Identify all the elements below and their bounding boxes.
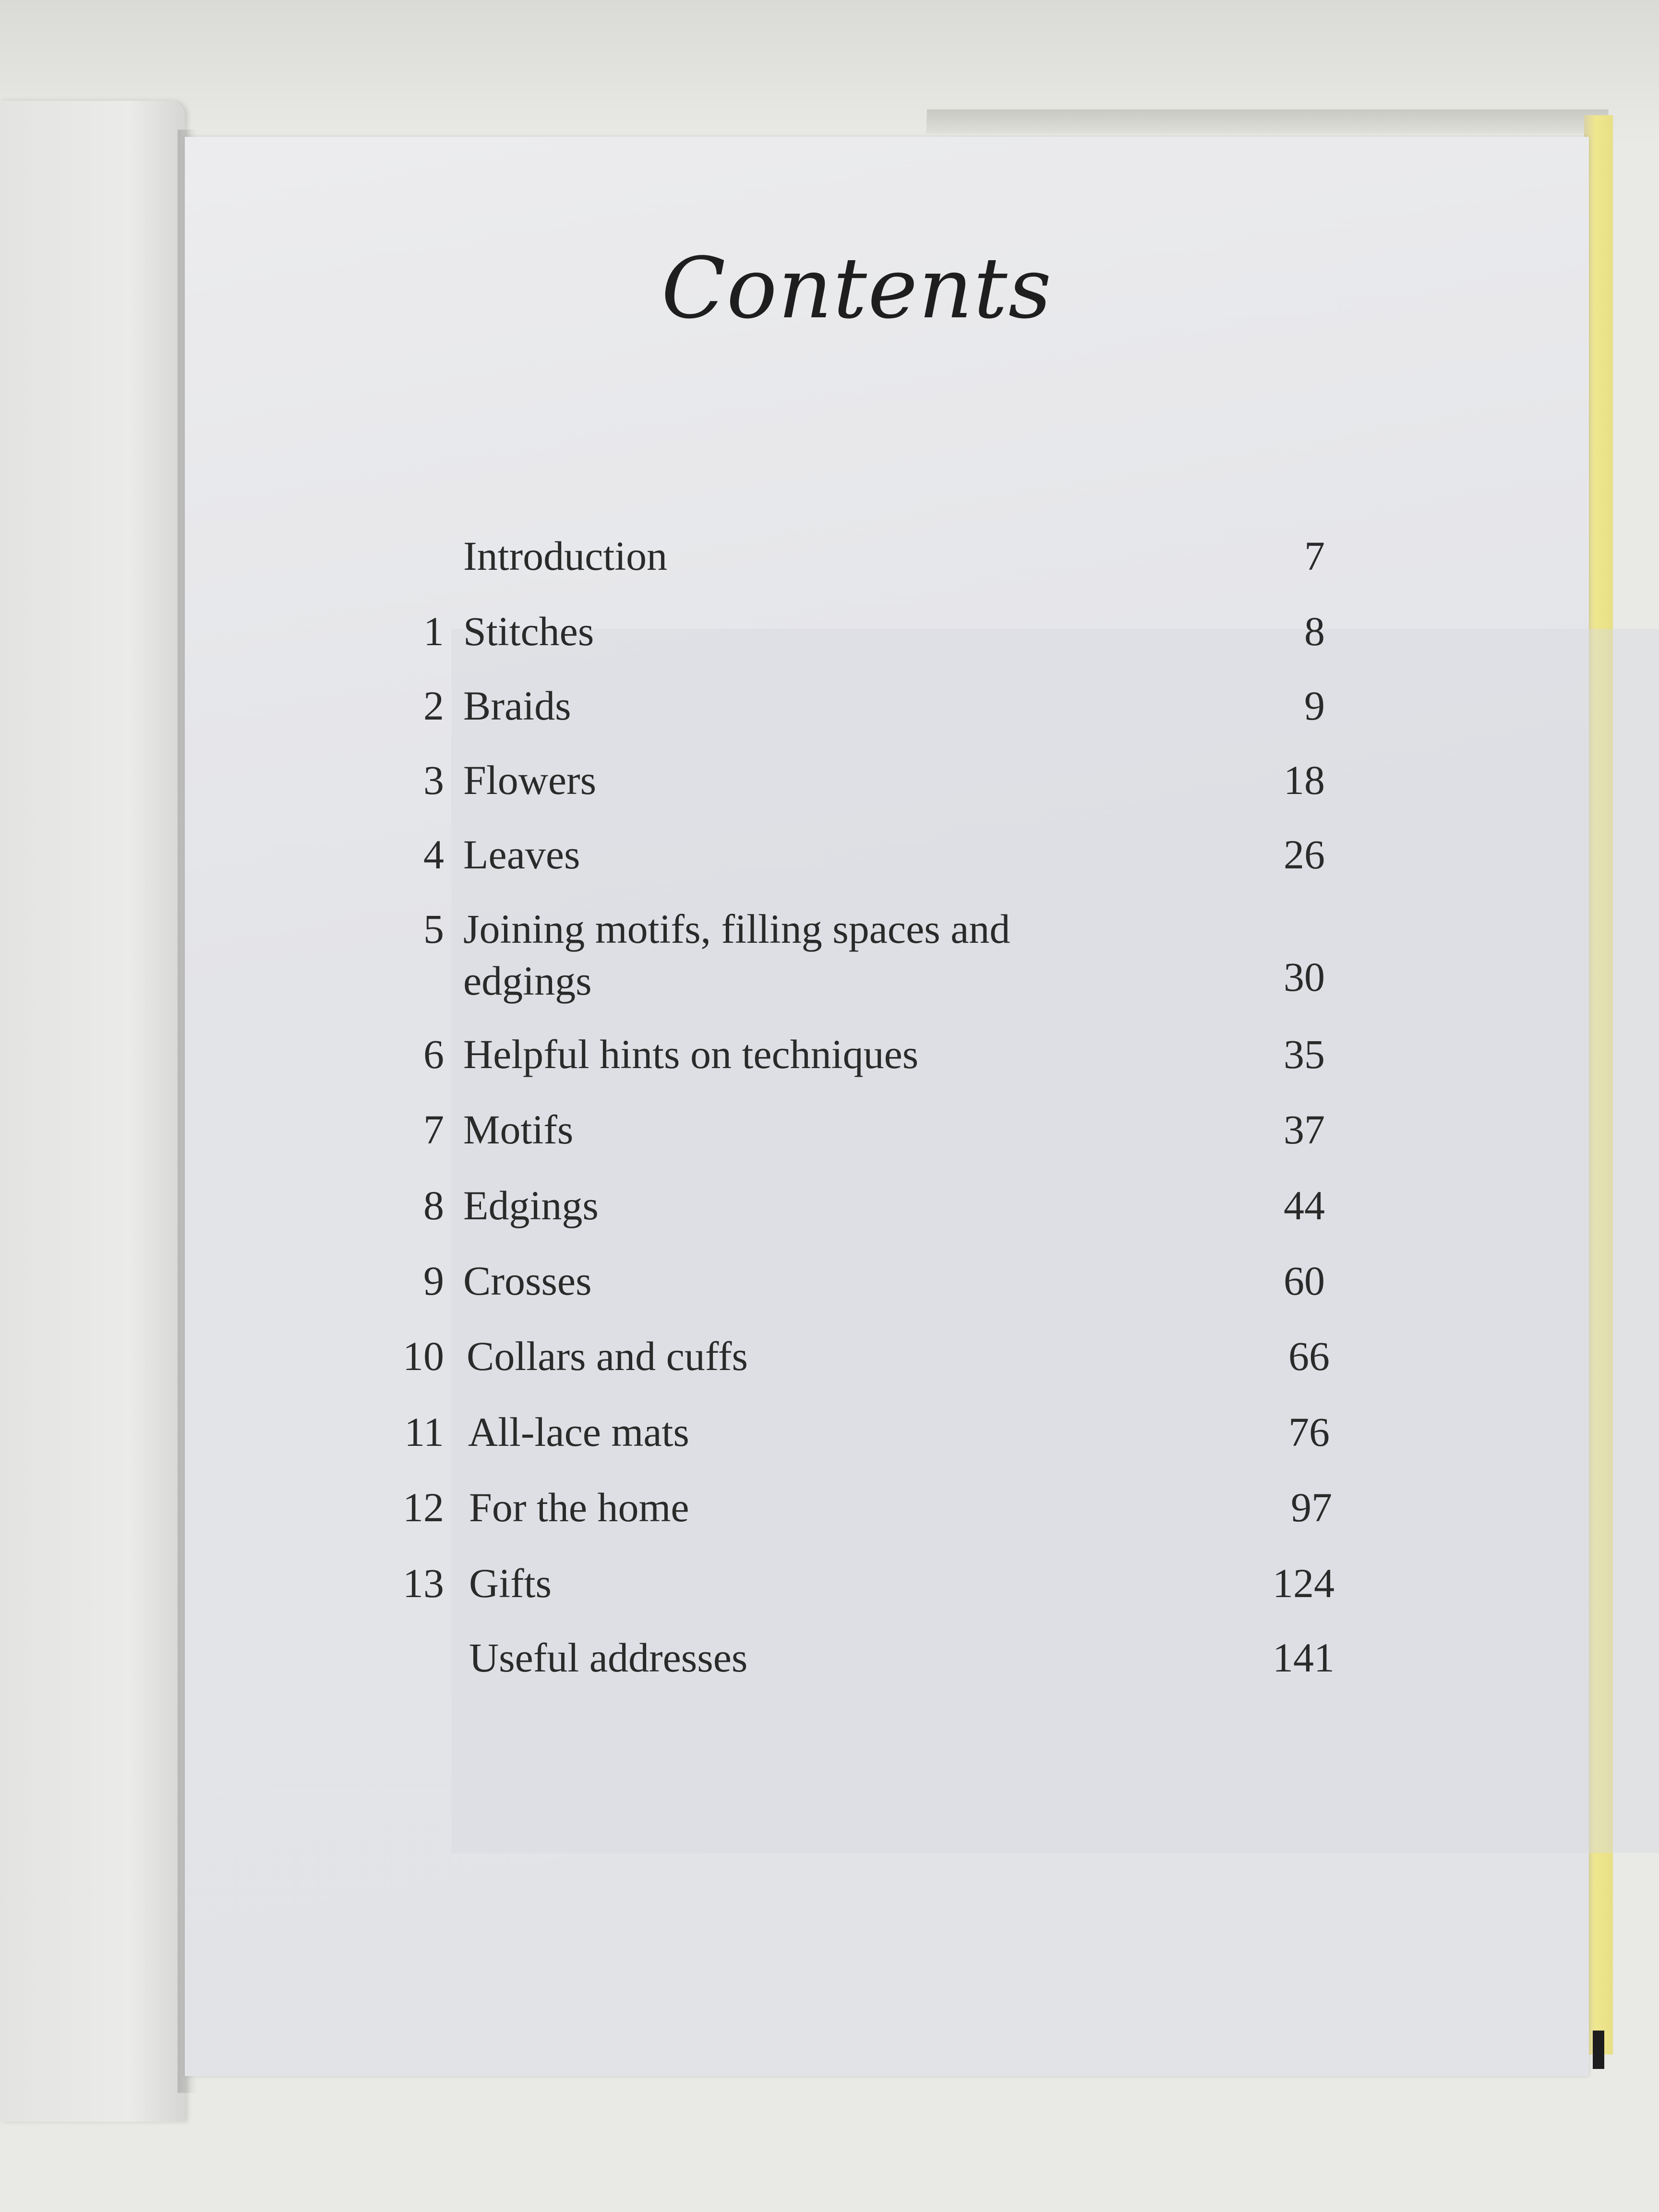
toc-chapter-number: 13 bbox=[403, 1560, 444, 1606]
toc-chapter-title: Stitches bbox=[463, 608, 594, 654]
toc-chapter-number: 10 bbox=[403, 1333, 444, 1379]
toc-page-number: 30 bbox=[1284, 954, 1325, 1000]
toc-chapter-number: 6 bbox=[423, 1031, 444, 1077]
toc-chapter-number: 8 bbox=[423, 1182, 444, 1228]
contents-page bbox=[185, 137, 1589, 2076]
book-cover-top-edge bbox=[926, 109, 1609, 133]
toc-chapter-number: 3 bbox=[423, 757, 444, 803]
toc-page-number: 76 bbox=[1288, 1409, 1330, 1455]
cover-corner-mark bbox=[1593, 2031, 1604, 2069]
toc-page-number: 66 bbox=[1288, 1333, 1330, 1379]
toc-chapter-number: 12 bbox=[403, 1484, 444, 1530]
toc-chapter-title: Helpful hints on techniques bbox=[463, 1031, 919, 1077]
toc-page-number: 141 bbox=[1273, 1635, 1334, 1681]
toc-chapter-title: Gifts bbox=[469, 1560, 552, 1606]
toc-chapter-number: 4 bbox=[423, 831, 444, 878]
toc-chapter-title: Leaves bbox=[463, 831, 580, 878]
toc-chapter-title: Motifs bbox=[463, 1106, 574, 1153]
toc-chapter-title: Braids bbox=[463, 683, 571, 729]
toc-page-number: 124 bbox=[1273, 1560, 1334, 1606]
toc-chapter-title: Flowers bbox=[463, 757, 597, 803]
toc-page-number: 26 bbox=[1284, 831, 1325, 878]
toc-chapter-title: For the home bbox=[469, 1484, 689, 1530]
toc-chapter-title: All-lace mats bbox=[468, 1409, 689, 1455]
toc-chapter-title: Collars and cuffs bbox=[467, 1333, 748, 1379]
page-title: Contents bbox=[661, 240, 1053, 337]
toc-page-number: 35 bbox=[1284, 1031, 1325, 1077]
toc-chapter-number: 9 bbox=[423, 1258, 444, 1304]
toc-chapter-number: 1 bbox=[423, 608, 444, 654]
toc-page-number: 9 bbox=[1304, 683, 1325, 729]
toc-page-number: 44 bbox=[1284, 1182, 1325, 1228]
toc-page-number: 60 bbox=[1284, 1258, 1325, 1304]
left-facing-page bbox=[0, 101, 185, 2122]
toc-chapter-title-continued: edgings bbox=[463, 958, 592, 1004]
toc-chapter-title: Joining motifs, filling spaces and bbox=[463, 906, 1010, 952]
toc-chapter-title: Useful addresses bbox=[469, 1635, 748, 1681]
toc-page-number: 7 bbox=[1304, 533, 1325, 579]
toc-chapter-title: Introduction bbox=[463, 533, 668, 579]
toc-page-number: 18 bbox=[1284, 757, 1325, 803]
toc-chapter-number: 5 bbox=[423, 906, 444, 952]
toc-page-number: 37 bbox=[1284, 1106, 1325, 1153]
toc-chapter-number: 11 bbox=[404, 1409, 444, 1455]
toc-chapter-number: 7 bbox=[423, 1106, 444, 1153]
toc-chapter-title: Crosses bbox=[463, 1258, 592, 1304]
toc-page-number: 8 bbox=[1304, 608, 1325, 654]
toc-chapter-number: 2 bbox=[423, 683, 444, 729]
toc-page-number: 97 bbox=[1291, 1484, 1332, 1530]
toc-chapter-title: Edgings bbox=[463, 1182, 599, 1228]
